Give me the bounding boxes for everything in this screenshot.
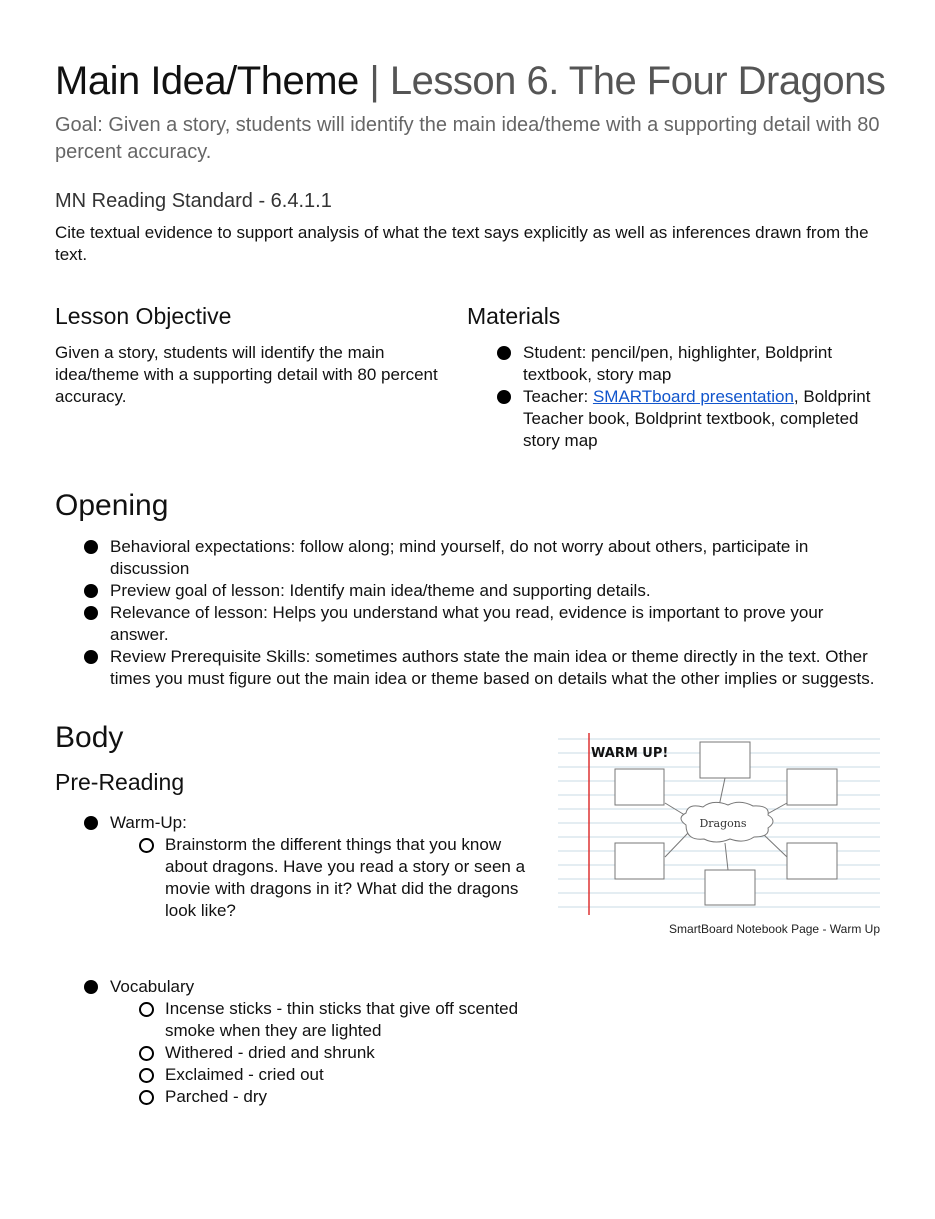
body-heading: Body bbox=[55, 721, 124, 754]
page-title bbox=[55, 58, 885, 104]
title-main: Main Idea/Theme bbox=[55, 59, 359, 103]
materials-list bbox=[497, 342, 882, 452]
materials-teacher: Teacher: SMARTboard presentation, Boldprint Teacher book, Boldprint textbook, completed story map bbox=[497, 386, 882, 452]
title-separator: | bbox=[369, 59, 380, 103]
standard-title: MN Reading Standard - 6.4.1.1 bbox=[55, 190, 332, 212]
opening-item: Preview goal of lesson: Identify main idea/theme and supporting details. bbox=[84, 580, 884, 602]
opening-item: Relevance of lesson: Helps you understand what you read, evidence is important to prove your answer. bbox=[84, 602, 884, 646]
opening-list bbox=[84, 536, 884, 690]
vocabulary-item: Vocabulary Incense sticks - thin sticks that give off scented smoke when they are lighted Withered - dried and shrunk Exclaimed - cried out Parched - dry bbox=[84, 976, 529, 1108]
vocabulary-term: Incense sticks - thin sticks that give off scented smoke when they are lighted bbox=[139, 998, 529, 1042]
warmup-item: Warm-Up: Brainstorm the different things that you know about dragons. Have you read a story or seen a movie with dragons in it? What did the dragons look like? bbox=[84, 812, 529, 922]
prereading-heading: Pre-Reading bbox=[55, 769, 185, 795]
vocabulary-sublist bbox=[139, 998, 529, 1108]
warmup-figure bbox=[558, 733, 880, 915]
vocabulary-term: Withered - dried and shrunk bbox=[139, 1042, 529, 1064]
warmup-banner: WARM UP! bbox=[591, 746, 669, 761]
opening-item: Behavioral expectations: follow along; mind yourself, do not worry about others, participate in discussion bbox=[84, 536, 884, 580]
smartboard-presentation-link[interactable]: SMARTboard presentation bbox=[592, 387, 794, 406]
vocabulary-term: Parched - dry bbox=[139, 1086, 529, 1108]
objective-text: Given a story, students will identify the main idea/theme with a supporting detail with 80 percent accuracy. bbox=[55, 343, 438, 406]
materials-heading: Materials bbox=[467, 303, 561, 329]
materials-student: Student: pencil/pen, highlighter, Boldprint textbook, story map bbox=[497, 342, 882, 386]
warmup-subitem: Brainstorm the different things that you know about dragons. Have you read a story or seen a movie with dragons in it? What did the dragons look like? bbox=[139, 834, 529, 922]
title-lesson: Lesson 6. The Four Dragons bbox=[389, 59, 886, 103]
vocabulary-term: Exclaimed - cried out bbox=[139, 1064, 529, 1086]
vocabulary-list bbox=[84, 976, 529, 1108]
warmup-list bbox=[84, 812, 529, 922]
opening-heading: Opening bbox=[55, 489, 169, 522]
opening-item: Review Prerequisite Skills: sometimes authors state the main idea or theme directly in the text. Other times you must figure out the main idea or theme based on details what the other implies or suggests. bbox=[84, 646, 884, 690]
figure-caption: SmartBoard Notebook Page - Warm Up bbox=[669, 922, 880, 936]
objective-heading: Lesson Objective bbox=[55, 303, 232, 329]
lesson-goal: Goal: Given a story, students will identify the main idea/theme with a supporting detail with 80 percent accuracy. bbox=[55, 114, 880, 163]
dragons-label: Dragons bbox=[699, 817, 747, 830]
warmup-sublist bbox=[139, 834, 529, 922]
standard-text: Cite textual evidence to support analysis of what the text says explicitly as well as inferences drawn from the text. bbox=[55, 223, 869, 264]
